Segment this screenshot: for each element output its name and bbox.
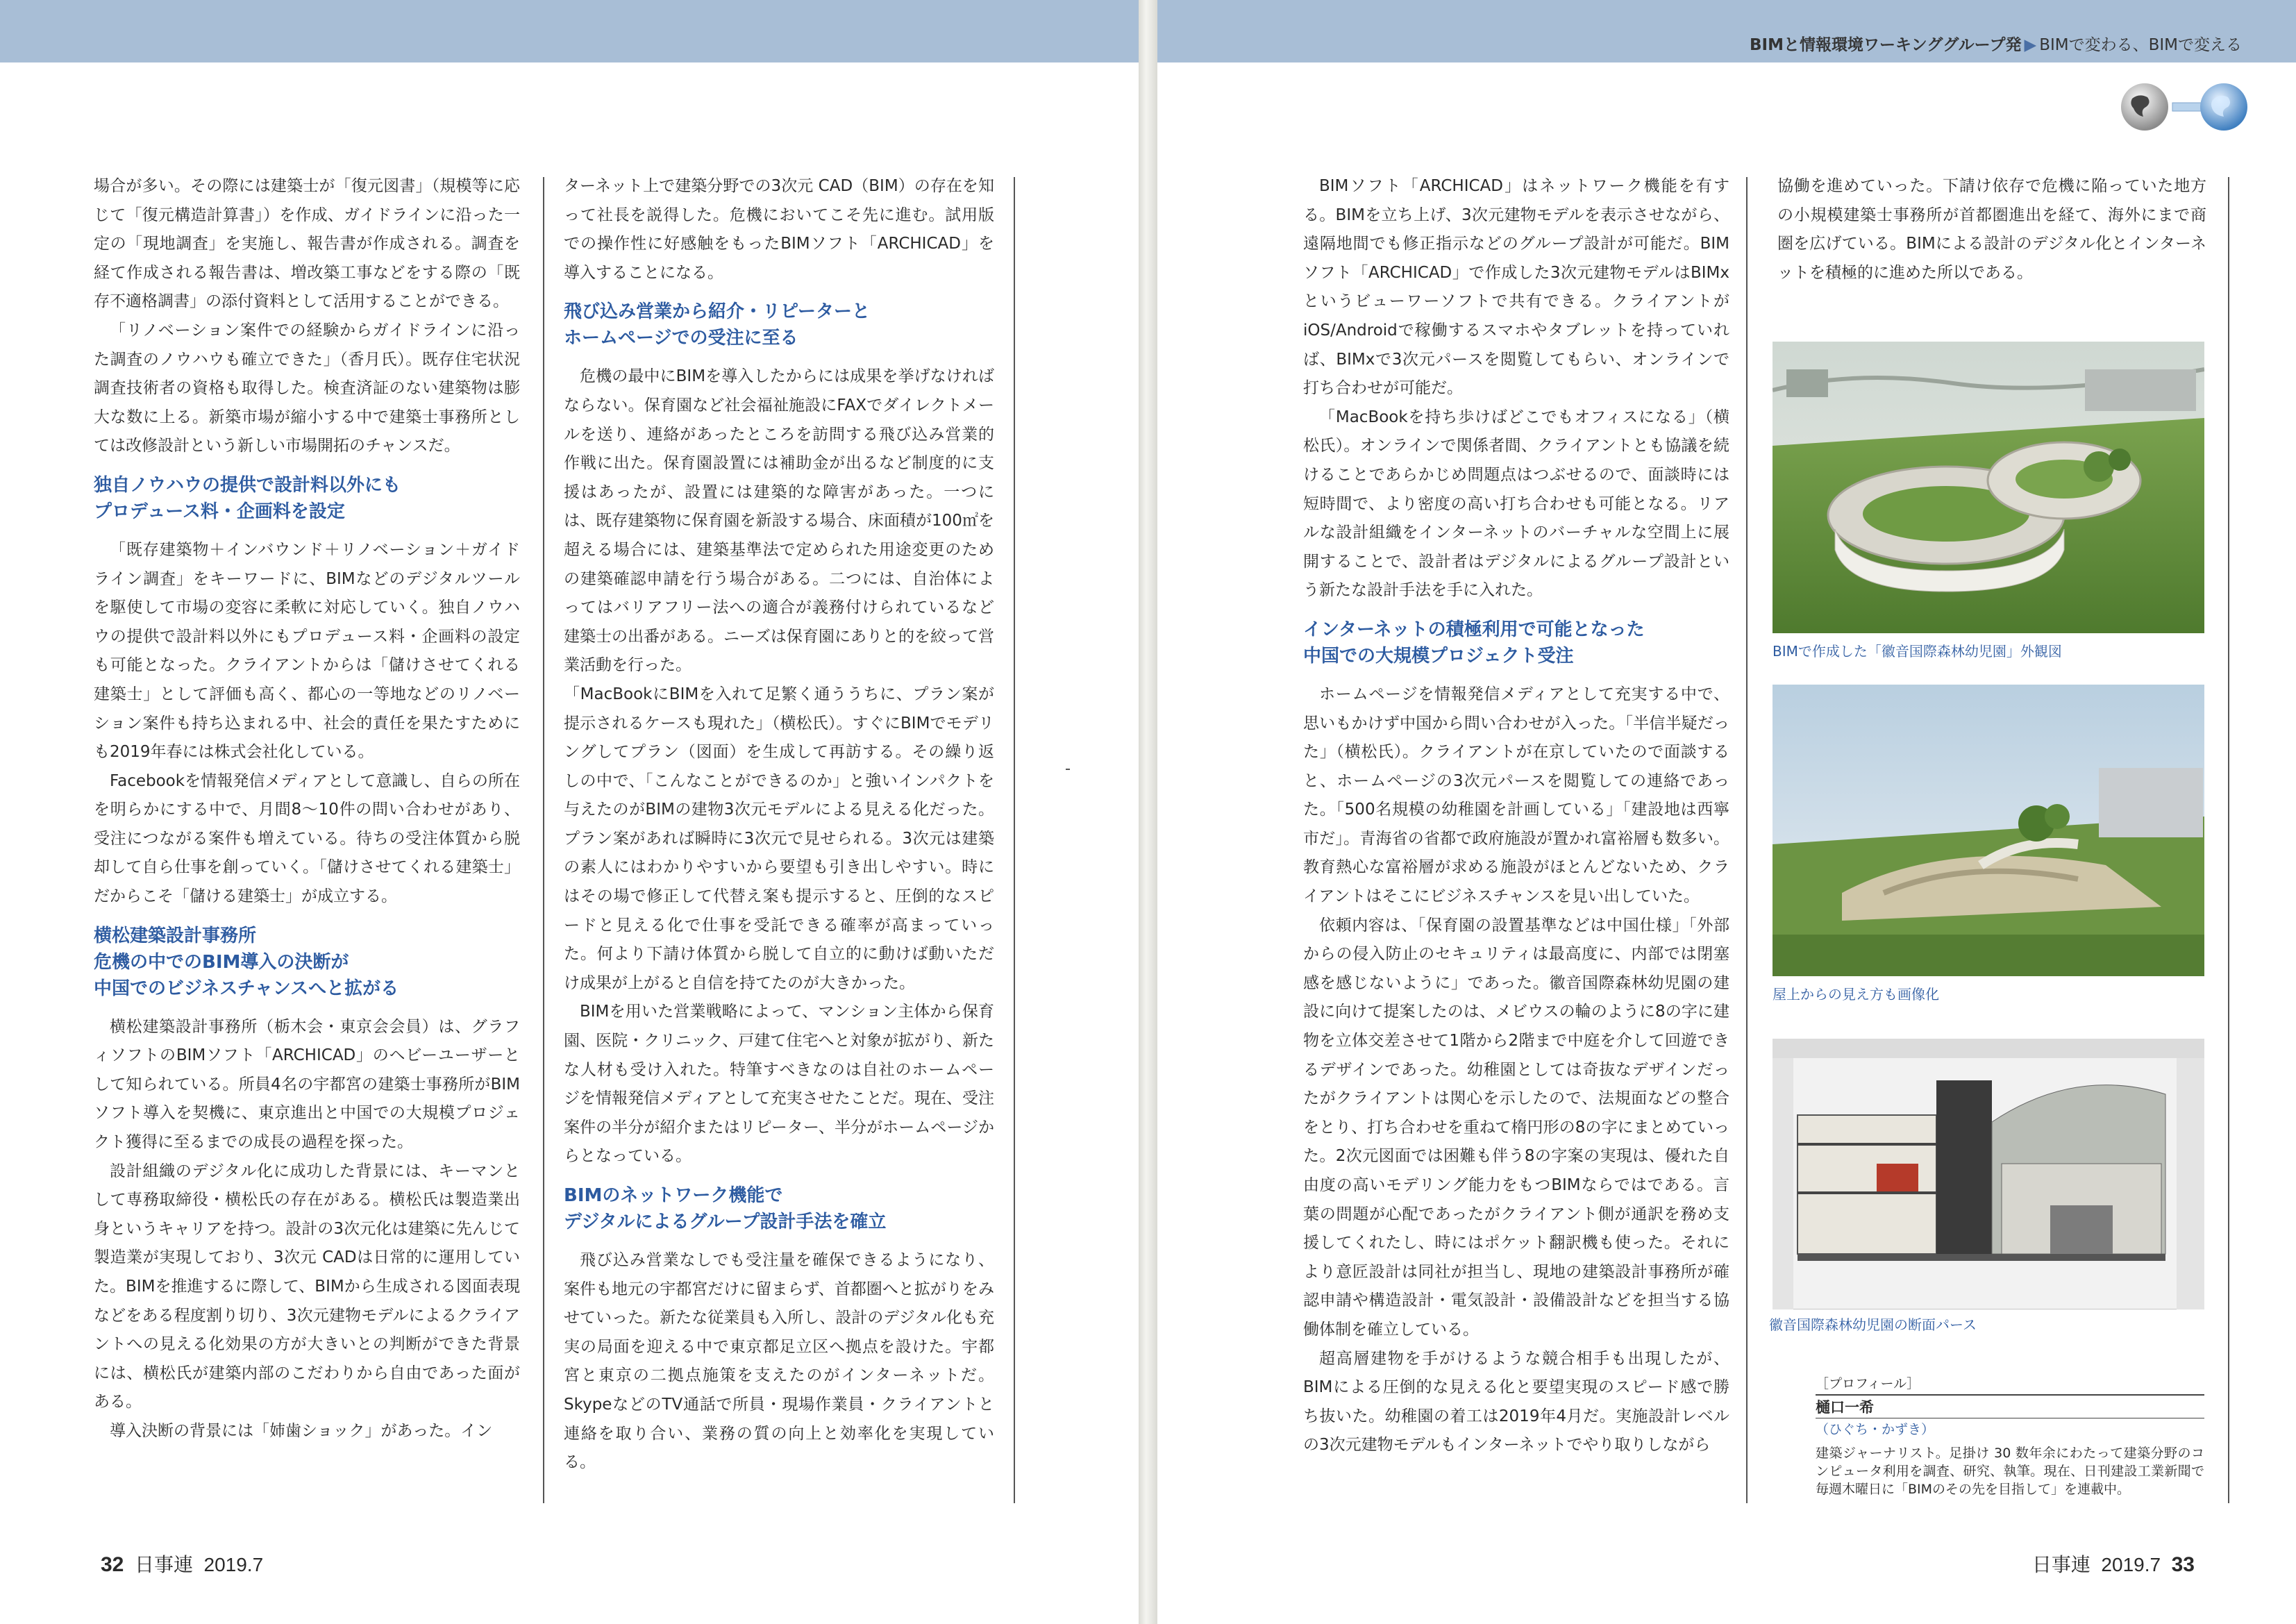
left-column-1 <box>94 172 520 1446</box>
page-number: 33 <box>2171 1553 2195 1576</box>
paragraph: BIMソフト「ARCHICAD」はネットワーク機能を有する。BIMを立ち上げ、3次元建物モデルを表示させながら、遠隔地間でも修正指示などのグループ設計が可能だ。BIMソフト「ARCHICAD」で作成した3次元建物モデルはBIMxというビューワーソフトで共有できる。クライアントがiOS/Androidで稼働するスマホやタブレットを持っていれば、BIMxで3次元パースを閲覧してもらい、オンラインで打ち合わせが可能だ。 <box>1303 177 1729 398</box>
column-rule <box>2228 177 2229 1503</box>
column-rule <box>1014 177 1015 1503</box>
arrow-icon: ▶ <box>2024 36 2037 54</box>
paragraph: 依頼内容は、「保育園の設置基準などは中国仕様」「外部からの侵入防止のセキュリティは最高度に、内部では閉塞感を感じないように」であった。徽音国際森林幼児園の建設に向けて提案したのは、メビウスの輪のように8の字に建物を立体交差させて1階から2階まで中庭を介して回遊できるデザインであった。幼稚園としては奇抜なデザインだったがクライアントは関心を示したので、法規面などの整合をとり、打ち合わせを重ねて楕円形の8の字にまとめていった。2次元図面では困難も伴う8の字案の実現は、優れた自由度の高いモデリング能力をもつBIMならではである。言葉の問題が心配であったがクライアント側が通訳を務め支援してくれたし、時にはポケット翻訳機も使った。それにより意匠設計は同社が担当し、現地の建築設計事務所が確認申請や構造設計・電気設計・設備設計などを担当する協働体制を確立している。 <box>1303 916 1729 1339</box>
paragraph: 飛び込み営業なしでも受注量を確保できるようになり、案件も地元の宇都宮だけに留まらず、首都圏へと拡がりをみせていった。新たな従業員も入所し、設計のデジタル化も充実の局面を迎える中で東京都足立区へ拠点を設けた。宇都宮と東京の二拠点施策を支えたのがインターネットだ。SkypeなどのTV通話で所員・現場作業員・クライアントと連絡を取り合い、業務の質の向上と効率化を実現している。 <box>564 1251 994 1472</box>
paragraph: ホームページを情報発信メディアとして充実する中で、思いもかけず中国から問い合わせが入った。「半信半疑だった」（横松氏）。クライアントが在京していたので面談すると、ホームページの3次元パースを閲覧しての連絡であった。「500名規模の幼稚園を計画している」「建設地は西寧市だ」。青海省の省都で政府施設が置かれ富裕層も数多い。教育熱心な富裕層が求める施設がほとんどないため、クライアントはそこにビジネスチャンスを見い出していた。 <box>1303 685 1729 906</box>
paragraph: 「既存建築物＋インバウンド＋リノベーション＋ガイドライン調査」をキーワードに、BIMなどのデジタルツールを駆使して市場の変容に柔軟に対応していく。独自ノウハウの提供で設計料以外にもプロデュース料・企画料の設定も可能となった。クライアントからは「儲けさせてくれる建築士」として評価も高く、都心の一等地などのリノベーション案件も持ち込まれる中、社会的責任を果たすためにも2019年春には株式会社化している。 <box>94 540 520 762</box>
magazine-name: 日事連 <box>134 1554 193 1575</box>
page-number: 32 <box>101 1553 124 1576</box>
profile-label: ［プロフィール］ <box>1816 1375 2204 1396</box>
section-heading: インターネットの積極利用で可能となった 中国での大規模プロジェクト受注 <box>1303 619 1645 667</box>
author-reading: （ひぐち・かずき） <box>1816 1422 1935 1437</box>
paragraph: 「MacBookにBIMを入れて足繁く通ううちに、プラン案が提示されるケースも現れた」（横松氏）。すぐにBIMでモデリングしてプラン（図面）を生成して再訪する。その繰り返しの中で、「こんなことができるのか」と強いインパクトを与えたのがBIMの建物3次元モデルによる見える化だった。プラン案があれば瞬時に3次元で見せられる。3次元は建築の素人にはわかりやすいから要望も引き出しやすい。時にはその場で修正して代替え案も提示すると、圧倒的なスピードと見える化で仕事を受託できる確率が高まっていった。何より下請け体質から脱して自立的に動けば動いただけ成果が上がると自信を持てたのが大きかった。 <box>564 685 995 992</box>
paragraph: Facebookを情報発信メディアとして意識し、自らの所在を明らかにする中で、月間8～10件の問い合わせがあり、受注につながる案件も増えている。待ちの受注体質から脱却して自ら仕事を創っていく。「儲けさせてくれる建築士」だからこそ「儲ける建築士」が成立する。 <box>94 771 520 906</box>
figure-caption: 徽音国際森林幼児園の断面パース <box>1769 1316 1977 1333</box>
spine-gutter <box>1139 0 1157 1624</box>
paragraph: BIMを用いた営業戦略によって、マンション主体から保育園、医院・クリニック、戸建て住宅へと対象が拡がり、新たな人材も受け入れた。特筆すべきなのは自社のホームページを情報発信メディアとして充実させたことだ。現在、受注案件の半分が紹介またはリピーター、半分がホームページからとなっている。 <box>564 1003 994 1166</box>
issue-date: 2019.7 <box>2101 1554 2161 1575</box>
right-column-1 <box>1303 172 1729 1460</box>
paragraph: 場合が多い。その際には建築士が「復元図書」（規模等に応じて「復元構造計算書」）を作成、ガイドラインに沿った一定の「現地調査」を実施し、報告書が作成される。調査を経て作成される報告書は、増改築工事などをする際の「既存不適格調書」の添付資料として活用することができる。 <box>94 177 521 311</box>
paragraph: 協働を進めていった。下請け依存で危機に陥っていた地方の小規模建築士事務所が首都圏進出を経て、海外にまで商圏を広げている。BIMによる設計のデジタル化とインターネットを積極的に進めた所以である。 <box>1777 177 2206 282</box>
author-name: 樋口一希 <box>1816 1396 2204 1418</box>
magazine-name: 日事連 <box>2031 1554 2090 1575</box>
paragraph: 「MacBookを持ち歩けばどこでもオフィスになる」（横松氏）。オンラインで関係者間、クライアントとも協議を続けることであらかじめ問題点はつぶせるので、面談時には短時間で、より密度の高い打ち合わせも可能となる。リアルな設計組織をインターネットのバーチャルな空間上に展開することで、設計者はデジタルによるグループ設計という新たな設計手法を手に入れた。 <box>1303 408 1729 600</box>
section-heading: 飛び込み営業から紹介・リピーターと ホームページでの受注に至る <box>564 301 870 349</box>
author-profile <box>1816 1375 2204 1498</box>
left-column-2 <box>564 172 994 1477</box>
series-name: BIMで変わる、BIMで変える <box>2039 36 2242 54</box>
paragraph: 「リノベーション案件での経験からガイドラインに沿った調査のノウハウも確立できた」（香月氏）。既存住宅状況調査技術者の資格も取得した。検査済証のない建築物は膨大な数に上る。新築市場が縮小する中で建築士事務所としては改修設計という新しい市場開拓のチャンスだ。 <box>94 321 520 455</box>
column-rule <box>1746 177 1748 1503</box>
paragraph: ターネット上で建築分野での3次元 CAD（BIM）の存在を知って社長を説得した。危機においてこそ先に進む。試用版での操作性に好感触をもったBIMソフト「ARCHICAD」を導入することになる。 <box>564 177 994 282</box>
figure-section-perspective <box>1773 1039 2204 1309</box>
top-band <box>0 0 1139 62</box>
folio <box>2032 1550 2195 1577</box>
paragraph: 設計組織のデジタル化に成功した背景には、キーマンとして専務取締役・横松氏の存在がある。横松氏は製造業出身というキャリアを持つ。設計の3次元化は建築に先んじて製造業が実現しており、3次元 CADは日常的に運用していた。BIMを推進するに際して、BIMから生成される図面表現などをある程度割り切り、3次元建物モデルによるクライアントへの見える化効果の方が大きいとの判断ができた背景には、横松氏が建築内部のこだわりから自由であった面がある。 <box>94 1162 520 1412</box>
globe-icon <box>2118 72 2250 139</box>
author-bio: 建築ジャーナリスト。足掛け 30 数年余にわたって建築分野のコンピュータ利用を調査、研究、執筆。現在、日刊建設工業新聞で毎週木曜日に「BIMのその先を目指して」を連載中。 <box>1816 1446 2204 1497</box>
issue-date: 2019.7 <box>203 1554 264 1575</box>
section-name: BIMと情報環境ワーキンググループ発 <box>1750 36 2022 54</box>
paragraph: 導入決断の背景には「姉歯ショック」があった。イン <box>110 1421 493 1440</box>
left-page <box>0 0 1139 1624</box>
folio <box>101 1550 263 1577</box>
page-mark <box>1066 769 1070 770</box>
figure-rooftop-view <box>1773 685 2204 976</box>
figure-caption: 屋上からの見え方も画像化 <box>1773 986 1939 1003</box>
paragraph: 危機の最中にBIMを導入したからには成果を挙げなければならない。保育園など社会福祉施設にFAXでダイレクトメールを送り、連絡があったところを訪問する飛び込み営業的作戦に出た。保育園設置には補助金が出るなど制度的に支援はあったが、設置には建築的な障害があった。一つには、既存建築物に保育園を新設する場合、床面積が100㎡を超える場合には、建築基準法で定められた用途変更のための建築確認申請を行う場合がある。二つには、自治体によってはバリアフリー法への適合が義務付けられているなど建築士の出番がある。ニーズは保育園にありと的を絞って営業活動を行った。 <box>564 367 995 675</box>
top-band <box>1157 0 2296 62</box>
paragraph: 超高層建物を手がけるような競合相手も出現したが、BIMによる圧倒的な見える化と要望実現のスピード感で勝ち抜いた。幼稚園の着工は2019年4月だ。実施設計レベルの3次元建物モデルもインターネットでやり取りしながら <box>1303 1349 1729 1455</box>
section-heading: 独自ノウハウの提供で設計料以外にも プロデュース料・企画料を設定 <box>94 474 401 522</box>
running-head <box>1750 32 2242 55</box>
section-heading: 横松建築設計事務所 危機の中でのBIM導入の決断が 中国でのビジネスチャンスへと拡がる <box>94 925 399 999</box>
paragraph: 横松建築設計事務所（栃木会・東京会会員）は、グラフィソフトのBIMソフト「ARCHICAD」のヘビーユーザーとして知られている。所員4名の宇都宮の建築士事務所がBIMソフト導入を契機に、東京進出と中国での大規模プロジェクト獲得に至るまでの成長の過程を探った。 <box>94 1017 520 1152</box>
right-column-2 <box>1777 172 2206 287</box>
figure-caption: BIMで作成した「徽音国際森林幼児園」外観図 <box>1773 643 2062 660</box>
column-rule <box>543 177 544 1503</box>
figure-exterior-view <box>1773 342 2204 633</box>
section-heading: BIMのネットワーク機能で デジタルによるグループ設計手法を確立 <box>564 1185 887 1232</box>
